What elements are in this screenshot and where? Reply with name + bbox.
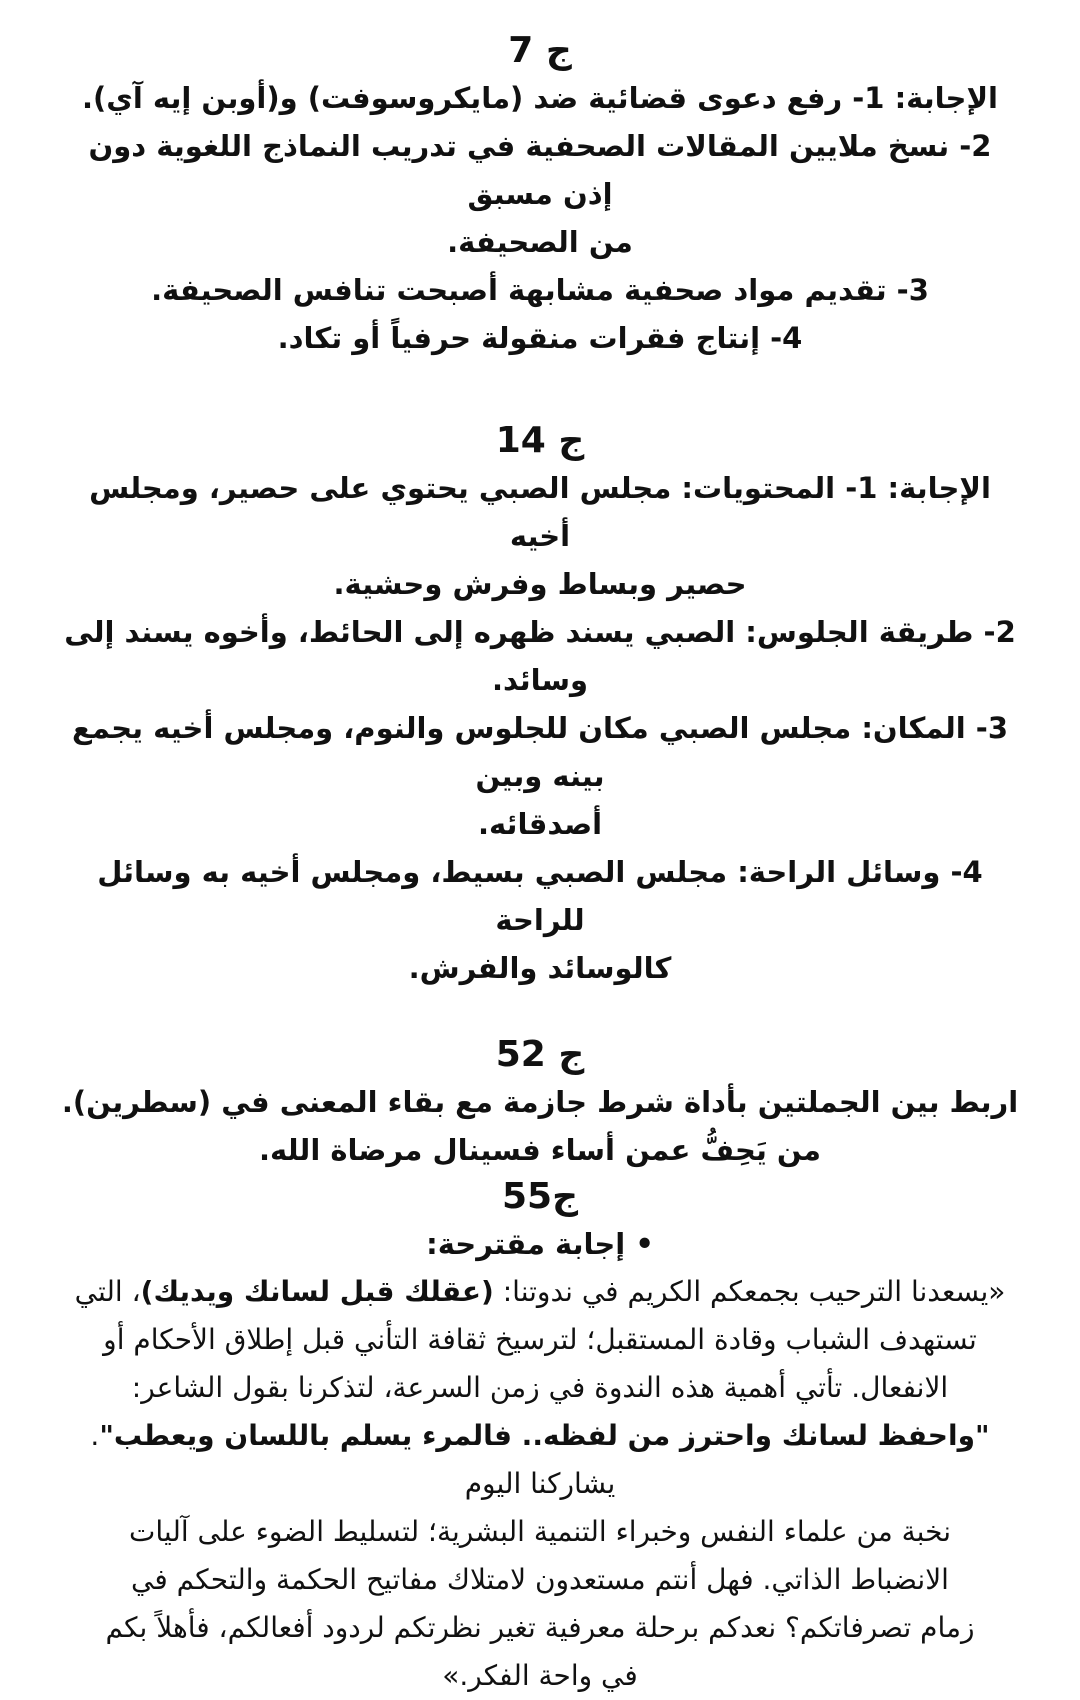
question-55-heading: ج55 [501,1176,579,1217]
q52-line-1: اربط بين الجملتين بأداة شرط جازمة مع بقاء المعنى في (سطرين). [61,1085,1019,1119]
q52-line-2: من يَحِفُّ عمن أساء فسينال مرضاة الله. [258,1133,821,1167]
question-7-heading: ج 7 [508,30,572,71]
q55-paragraph-line-7: زمام تصرفاتكم؟ نعدكم برحلة معرفية تغير نظرتكم لردود أفعالكم، فأهلاً بكم [105,1611,975,1644]
seminar-title: (عقلك قبل لسانك ويديك) [140,1275,494,1308]
question-14-section [60,418,1020,992]
q7-line-1: الإجابة: 1- رفع دعوى قضائية ضد (مايكروسوفت) و(أوبن إيه آي). [82,81,998,115]
q55-paragraph-line-6: الانضباط الذاتي. فهل أنتم مستعدون لامتلاك مفاتيح الحكمة والتحكم في [131,1563,949,1596]
question-14-heading: ج 14 [495,420,585,461]
q14-line-7: كالوسائد والفرش. [408,951,672,985]
q55-paragraph-line-2: تستهدف الشباب وقادة المستقبل؛ لترسيخ ثقافة التأني قبل إطلاق الأحكام أو [103,1323,977,1356]
question-52-heading: ج 52 [495,1034,585,1075]
q7-line-2: 2- نسخ ملايين المقالات الصحفية في تدريب النماذج اللغوية دون إذن مسبق [88,129,992,211]
q14-line-5: أصدقائه. [477,807,603,841]
q55-p4-part-b: . يشاركنا اليوم [90,1419,616,1500]
q55-paragraph-line-3: الانفعال. تأتي أهمية هذه الندوة في زمن السرعة، لتذكرنا بقول الشاعر: [131,1371,949,1404]
q7-line-4: 3- تقديم مواد صحفية مشابهة أصبحت تنافس الصحيفة. [151,273,929,307]
q14-line-1: الإجابة: 1- المحتويات: مجلس الصبي يحتوي على حصير، ومجلس أخيه [89,471,991,553]
spacer [60,362,1020,418]
q55-p1-part-c: ، التي [74,1275,141,1308]
question-7-section [60,28,1020,362]
q14-line-4: 3- المكان: مجلس الصبي مكان للجلوس والنوم، ومجلس أخيه يجمع بينه وبين [71,711,1009,793]
poem-verse: "واحفظ لسانك واحترز من لفظه.. فالمرء يسلم باللسان ويعطب" [99,1419,990,1452]
question-52-section [60,1032,1020,1174]
question-55-section [60,1174,1020,1700]
q55-paragraph-line-4 [60,1412,1020,1508]
spacer [60,992,1020,1032]
q7-line-3: من الصحيفة. [447,225,633,259]
q55-paragraph-line-8: في واحة الفكر.» [442,1659,638,1692]
q55-paragraph-line-1 [60,1268,1020,1316]
q14-line-6: 4- وسائل الراحة: مجلس الصبي بسيط، ومجلس أخيه به وسائل للراحة [97,855,983,937]
q55-subheading: • إجابة مقترحة: [60,1220,1020,1268]
q55-paragraph-line-5: نخبة من علماء النفس وخبراء التنمية البشرية؛ لتسليط الضوء على آليات [129,1515,951,1548]
q7-line-5: 4- إنتاج فقرات منقولة حرفياً أو تكاد. [277,321,803,355]
q55-p1-part-a: «يسعدنا الترحيب بجمعكم الكريم في ندوتنا: [493,1275,1006,1308]
q14-line-2: حصير وبساط وفرش وحشية. [333,567,747,601]
q14-line-3: 2- طريقة الجلوس: الصبي يسند ظهره إلى الحائط، وأخوه يسند إلى وسائد. [64,615,1016,697]
